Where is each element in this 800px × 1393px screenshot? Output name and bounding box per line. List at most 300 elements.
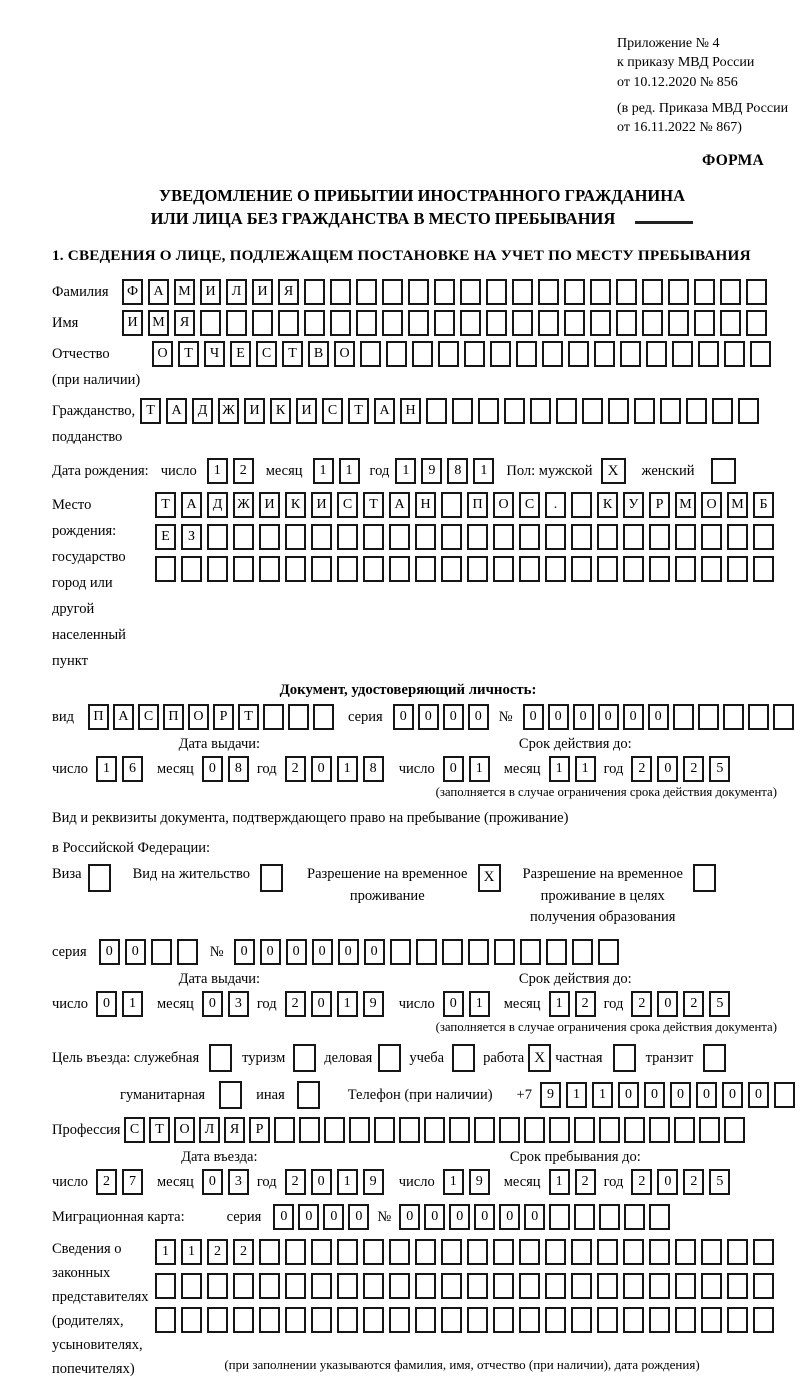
char-cell[interactable]	[686, 398, 707, 424]
char-cell[interactable]: З	[181, 524, 202, 550]
char-cell[interactable]	[564, 310, 585, 336]
char-cell[interactable]	[597, 1273, 618, 1299]
char-cell[interactable]: Т	[178, 341, 199, 367]
char-cell[interactable]: 0	[524, 1204, 545, 1230]
char-cell[interactable]	[542, 341, 563, 367]
char-cell[interactable]	[753, 524, 774, 550]
char-cell[interactable]	[616, 310, 637, 336]
char-cell[interactable]: 9	[540, 1082, 561, 1108]
char-cell[interactable]: .	[545, 492, 566, 518]
char-cell[interactable]: Я	[174, 310, 195, 336]
char-cell[interactable]: 0	[338, 939, 359, 965]
char-cell[interactable]	[649, 1307, 670, 1333]
char-cell[interactable]	[304, 310, 325, 336]
char-cell[interactable]	[299, 1117, 320, 1143]
char-cell[interactable]: 0	[311, 1169, 332, 1195]
char-cell[interactable]	[698, 341, 719, 367]
char-cell[interactable]: 9	[421, 458, 442, 484]
char-cell[interactable]: 0	[424, 1204, 445, 1230]
char-cell[interactable]: 2	[683, 991, 704, 1017]
char-cell[interactable]: 0	[573, 704, 594, 730]
char-cell[interactable]	[337, 1239, 358, 1265]
char-cell[interactable]	[623, 524, 644, 550]
purpose-work-checkbox[interactable]: X	[528, 1044, 551, 1072]
char-cell[interactable]: 0	[443, 704, 464, 730]
char-cell[interactable]	[285, 1273, 306, 1299]
char-cell[interactable]	[382, 279, 403, 305]
char-cell[interactable]	[753, 556, 774, 582]
char-cell[interactable]	[415, 1239, 436, 1265]
char-cell[interactable]: 2	[631, 1169, 652, 1195]
char-cell[interactable]	[233, 1307, 254, 1333]
char-cell[interactable]	[701, 1273, 722, 1299]
char-cell[interactable]: 0	[234, 939, 255, 965]
char-cell[interactable]	[572, 939, 593, 965]
char-cell[interactable]: 2	[96, 1169, 117, 1195]
char-cell[interactable]	[285, 524, 306, 550]
char-cell[interactable]: 0	[623, 704, 644, 730]
sex-male-checkbox[interactable]: X	[601, 458, 626, 484]
char-cell[interactable]	[304, 279, 325, 305]
char-cell[interactable]: Ж	[218, 398, 239, 424]
char-cell[interactable]: 0	[99, 939, 120, 965]
char-cell[interactable]: Т	[363, 492, 384, 518]
char-cell[interactable]: И	[296, 398, 317, 424]
char-cell[interactable]	[467, 556, 488, 582]
char-cell[interactable]: Д	[192, 398, 213, 424]
char-cell[interactable]	[750, 341, 771, 367]
char-cell[interactable]	[549, 1204, 570, 1230]
char-cell[interactable]: 5	[709, 991, 730, 1017]
char-cell[interactable]: 2	[683, 756, 704, 782]
char-cell[interactable]: 0	[202, 756, 223, 782]
char-cell[interactable]	[313, 704, 334, 730]
char-cell[interactable]	[571, 1273, 592, 1299]
char-cell[interactable]	[441, 1307, 462, 1333]
char-cell[interactable]	[434, 279, 455, 305]
char-cell[interactable]	[207, 1307, 228, 1333]
char-cell[interactable]: 8	[363, 756, 384, 782]
char-cell[interactable]: Н	[415, 492, 436, 518]
char-cell[interactable]	[649, 1273, 670, 1299]
char-cell[interactable]	[504, 398, 525, 424]
char-cell[interactable]: 0	[598, 704, 619, 730]
char-cell[interactable]: 2	[207, 1239, 228, 1265]
char-cell[interactable]	[649, 556, 670, 582]
char-cell[interactable]: А	[181, 492, 202, 518]
char-cell[interactable]	[389, 1307, 410, 1333]
char-cell[interactable]	[516, 341, 537, 367]
char-cell[interactable]: 0	[748, 1082, 769, 1108]
char-cell[interactable]	[207, 524, 228, 550]
char-cell[interactable]	[452, 398, 473, 424]
char-cell[interactable]	[493, 556, 514, 582]
char-cell[interactable]	[571, 556, 592, 582]
char-cell[interactable]	[694, 310, 715, 336]
char-cell[interactable]: 0	[311, 991, 332, 1017]
char-cell[interactable]: 0	[644, 1082, 665, 1108]
char-cell[interactable]	[608, 398, 629, 424]
purpose-other-checkbox[interactable]	[297, 1081, 320, 1109]
char-cell[interactable]	[660, 398, 681, 424]
char-cell[interactable]: 0	[523, 704, 544, 730]
char-cell[interactable]	[698, 704, 719, 730]
char-cell[interactable]	[675, 1273, 696, 1299]
char-cell[interactable]	[259, 556, 280, 582]
char-cell[interactable]	[259, 1239, 280, 1265]
char-cell[interactable]	[574, 1117, 595, 1143]
char-cell[interactable]: М	[148, 310, 169, 336]
char-cell[interactable]	[519, 1273, 540, 1299]
char-cell[interactable]: Р	[649, 492, 670, 518]
char-cell[interactable]	[545, 1307, 566, 1333]
char-cell[interactable]	[624, 1204, 645, 1230]
char-cell[interactable]: 0	[499, 1204, 520, 1230]
char-cell[interactable]: 9	[363, 1169, 384, 1195]
char-cell[interactable]: О	[188, 704, 209, 730]
char-cell[interactable]	[499, 1117, 520, 1143]
char-cell[interactable]	[349, 1117, 370, 1143]
char-cell[interactable]	[623, 1273, 644, 1299]
char-cell[interactable]	[738, 398, 759, 424]
char-cell[interactable]	[723, 704, 744, 730]
purpose-humanitarian-checkbox[interactable]	[219, 1081, 242, 1109]
char-cell[interactable]	[546, 939, 567, 965]
char-cell[interactable]: 0	[125, 939, 146, 965]
char-cell[interactable]: 0	[443, 756, 464, 782]
char-cell[interactable]: К	[285, 492, 306, 518]
char-cell[interactable]	[746, 310, 767, 336]
char-cell[interactable]	[646, 341, 667, 367]
char-cell[interactable]	[460, 310, 481, 336]
char-cell[interactable]	[474, 1117, 495, 1143]
char-cell[interactable]	[382, 310, 403, 336]
char-cell[interactable]	[155, 1307, 176, 1333]
char-cell[interactable]	[512, 279, 533, 305]
char-cell[interactable]	[597, 1239, 618, 1265]
char-cell[interactable]: 9	[363, 991, 384, 1017]
char-cell[interactable]: 1	[443, 1169, 464, 1195]
char-cell[interactable]: Т	[348, 398, 369, 424]
char-cell[interactable]	[623, 1239, 644, 1265]
char-cell[interactable]: И	[122, 310, 143, 336]
char-cell[interactable]	[673, 704, 694, 730]
char-cell[interactable]: С	[256, 341, 277, 367]
char-cell[interactable]: 0	[696, 1082, 717, 1108]
char-cell[interactable]: Я	[278, 279, 299, 305]
char-cell[interactable]	[530, 398, 551, 424]
char-cell[interactable]	[389, 524, 410, 550]
char-cell[interactable]	[597, 524, 618, 550]
char-cell[interactable]	[519, 524, 540, 550]
char-cell[interactable]	[408, 279, 429, 305]
char-cell[interactable]: 8	[447, 458, 468, 484]
char-cell[interactable]: 2	[285, 756, 306, 782]
char-cell[interactable]: 0	[722, 1082, 743, 1108]
char-cell[interactable]: 0	[399, 1204, 420, 1230]
char-cell[interactable]	[464, 341, 485, 367]
char-cell[interactable]	[668, 279, 689, 305]
char-cell[interactable]: Т	[140, 398, 161, 424]
char-cell[interactable]: К	[270, 398, 291, 424]
char-cell[interactable]	[590, 279, 611, 305]
char-cell[interactable]	[311, 1239, 332, 1265]
char-cell[interactable]	[311, 1307, 332, 1333]
char-cell[interactable]: 2	[575, 991, 596, 1017]
char-cell[interactable]: А	[389, 492, 410, 518]
char-cell[interactable]: 0	[418, 704, 439, 730]
char-cell[interactable]	[724, 341, 745, 367]
char-cell[interactable]: 1	[313, 458, 334, 484]
char-cell[interactable]: С	[337, 492, 358, 518]
residence-permit-checkbox[interactable]	[260, 864, 283, 892]
char-cell[interactable]: 0	[286, 939, 307, 965]
char-cell[interactable]	[493, 1307, 514, 1333]
char-cell[interactable]	[363, 524, 384, 550]
char-cell[interactable]	[549, 1117, 570, 1143]
char-cell[interactable]: Т	[149, 1117, 170, 1143]
char-cell[interactable]: 0	[273, 1204, 294, 1230]
char-cell[interactable]	[389, 556, 410, 582]
char-cell[interactable]: П	[88, 704, 109, 730]
char-cell[interactable]	[278, 310, 299, 336]
char-cell[interactable]	[233, 524, 254, 550]
char-cell[interactable]	[441, 1273, 462, 1299]
char-cell[interactable]	[668, 310, 689, 336]
char-cell[interactable]	[412, 341, 433, 367]
char-cell[interactable]	[493, 1273, 514, 1299]
char-cell[interactable]: Т	[238, 704, 259, 730]
char-cell[interactable]	[438, 341, 459, 367]
char-cell[interactable]: В	[308, 341, 329, 367]
char-cell[interactable]	[252, 310, 273, 336]
char-cell[interactable]	[701, 1307, 722, 1333]
char-cell[interactable]	[311, 524, 332, 550]
char-cell[interactable]	[434, 310, 455, 336]
char-cell[interactable]: 1	[549, 991, 570, 1017]
char-cell[interactable]: 0	[393, 704, 414, 730]
char-cell[interactable]	[363, 1273, 384, 1299]
char-cell[interactable]: 0	[449, 1204, 470, 1230]
char-cell[interactable]: 1	[181, 1239, 202, 1265]
char-cell[interactable]	[556, 398, 577, 424]
char-cell[interactable]: 7	[122, 1169, 143, 1195]
char-cell[interactable]: 1	[339, 458, 360, 484]
char-cell[interactable]: 0	[670, 1082, 691, 1108]
char-cell[interactable]: И	[259, 492, 280, 518]
char-cell[interactable]: 0	[323, 1204, 344, 1230]
char-cell[interactable]	[460, 279, 481, 305]
char-cell[interactable]	[363, 1307, 384, 1333]
char-cell[interactable]: О	[701, 492, 722, 518]
char-cell[interactable]: 1	[566, 1082, 587, 1108]
char-cell[interactable]	[624, 1117, 645, 1143]
temp-residence-edu-checkbox[interactable]	[693, 864, 716, 892]
char-cell[interactable]: 0	[657, 1169, 678, 1195]
char-cell[interactable]	[233, 556, 254, 582]
char-cell[interactable]	[181, 1307, 202, 1333]
char-cell[interactable]	[263, 704, 284, 730]
char-cell[interactable]: Ф	[122, 279, 143, 305]
char-cell[interactable]: Р	[213, 704, 234, 730]
char-cell[interactable]: 2	[575, 1169, 596, 1195]
char-cell[interactable]	[590, 310, 611, 336]
char-cell[interactable]	[356, 279, 377, 305]
char-cell[interactable]: Р	[249, 1117, 270, 1143]
char-cell[interactable]	[441, 1239, 462, 1265]
char-cell[interactable]	[599, 1204, 620, 1230]
char-cell[interactable]: 1	[155, 1239, 176, 1265]
char-cell[interactable]	[441, 492, 462, 518]
char-cell[interactable]	[416, 939, 437, 965]
char-cell[interactable]	[467, 524, 488, 550]
char-cell[interactable]	[424, 1117, 445, 1143]
char-cell[interactable]	[493, 1239, 514, 1265]
char-cell[interactable]	[374, 1117, 395, 1143]
char-cell[interactable]	[486, 310, 507, 336]
char-cell[interactable]	[155, 1273, 176, 1299]
char-cell[interactable]: Я	[224, 1117, 245, 1143]
char-cell[interactable]	[363, 1239, 384, 1265]
visa-checkbox[interactable]	[88, 864, 111, 892]
char-cell[interactable]	[597, 1307, 618, 1333]
char-cell[interactable]	[390, 939, 411, 965]
char-cell[interactable]	[675, 524, 696, 550]
char-cell[interactable]: 6	[122, 756, 143, 782]
char-cell[interactable]	[727, 1239, 748, 1265]
char-cell[interactable]: О	[174, 1117, 195, 1143]
char-cell[interactable]	[155, 556, 176, 582]
char-cell[interactable]: М	[174, 279, 195, 305]
char-cell[interactable]	[727, 524, 748, 550]
char-cell[interactable]	[399, 1117, 420, 1143]
char-cell[interactable]: 5	[709, 756, 730, 782]
char-cell[interactable]: Ч	[204, 341, 225, 367]
purpose-business-checkbox[interactable]	[378, 1044, 401, 1072]
char-cell[interactable]: 1	[473, 458, 494, 484]
char-cell[interactable]	[538, 279, 559, 305]
char-cell[interactable]	[571, 1307, 592, 1333]
char-cell[interactable]	[389, 1273, 410, 1299]
char-cell[interactable]: 0	[312, 939, 333, 965]
char-cell[interactable]: 0	[657, 756, 678, 782]
char-cell[interactable]	[672, 341, 693, 367]
char-cell[interactable]: 1	[469, 991, 490, 1017]
char-cell[interactable]	[259, 1273, 280, 1299]
purpose-study-checkbox[interactable]	[452, 1044, 475, 1072]
char-cell[interactable]	[389, 1239, 410, 1265]
char-cell[interactable]: И	[311, 492, 332, 518]
char-cell[interactable]: 1	[122, 991, 143, 1017]
char-cell[interactable]	[753, 1307, 774, 1333]
char-cell[interactable]	[519, 1239, 540, 1265]
char-cell[interactable]	[519, 556, 540, 582]
char-cell[interactable]: О	[334, 341, 355, 367]
char-cell[interactable]	[699, 1117, 720, 1143]
char-cell[interactable]	[512, 310, 533, 336]
char-cell[interactable]	[634, 398, 655, 424]
char-cell[interactable]: Т	[155, 492, 176, 518]
char-cell[interactable]: 0	[260, 939, 281, 965]
char-cell[interactable]	[545, 1273, 566, 1299]
char-cell[interactable]: 1	[549, 756, 570, 782]
char-cell[interactable]	[675, 556, 696, 582]
char-cell[interactable]	[356, 310, 377, 336]
char-cell[interactable]: 8	[228, 756, 249, 782]
char-cell[interactable]	[701, 524, 722, 550]
char-cell[interactable]: Д	[207, 492, 228, 518]
char-cell[interactable]	[467, 1239, 488, 1265]
char-cell[interactable]: 2	[285, 1169, 306, 1195]
char-cell[interactable]	[597, 556, 618, 582]
char-cell[interactable]: А	[148, 279, 169, 305]
char-cell[interactable]: Л	[199, 1117, 220, 1143]
char-cell[interactable]: 0	[311, 756, 332, 782]
char-cell[interactable]: 1	[337, 1169, 358, 1195]
char-cell[interactable]	[415, 556, 436, 582]
char-cell[interactable]	[233, 1273, 254, 1299]
char-cell[interactable]: 1	[549, 1169, 570, 1195]
char-cell[interactable]	[582, 398, 603, 424]
char-cell[interactable]: П	[163, 704, 184, 730]
char-cell[interactable]	[712, 398, 733, 424]
char-cell[interactable]: 1	[469, 756, 490, 782]
char-cell[interactable]: 1	[395, 458, 416, 484]
purpose-transit-checkbox[interactable]	[703, 1044, 726, 1072]
char-cell[interactable]	[467, 1273, 488, 1299]
char-cell[interactable]	[616, 279, 637, 305]
char-cell[interactable]	[545, 1239, 566, 1265]
char-cell[interactable]	[545, 524, 566, 550]
char-cell[interactable]	[337, 556, 358, 582]
char-cell[interactable]	[467, 1307, 488, 1333]
char-cell[interactable]	[285, 1239, 306, 1265]
char-cell[interactable]: 0	[648, 704, 669, 730]
char-cell[interactable]	[441, 556, 462, 582]
char-cell[interactable]	[442, 939, 463, 965]
char-cell[interactable]: 1	[207, 458, 228, 484]
char-cell[interactable]	[490, 341, 511, 367]
char-cell[interactable]	[568, 341, 589, 367]
char-cell[interactable]	[324, 1117, 345, 1143]
char-cell[interactable]: Ж	[233, 492, 254, 518]
char-cell[interactable]	[774, 1082, 795, 1108]
purpose-official-checkbox[interactable]	[209, 1044, 232, 1072]
char-cell[interactable]: 0	[96, 991, 117, 1017]
char-cell[interactable]	[181, 1273, 202, 1299]
char-cell[interactable]	[642, 310, 663, 336]
char-cell[interactable]	[753, 1239, 774, 1265]
char-cell[interactable]: 9	[469, 1169, 490, 1195]
char-cell[interactable]	[519, 1307, 540, 1333]
char-cell[interactable]	[571, 1239, 592, 1265]
char-cell[interactable]	[649, 1117, 670, 1143]
char-cell[interactable]	[449, 1117, 470, 1143]
char-cell[interactable]	[288, 704, 309, 730]
char-cell[interactable]: С	[322, 398, 343, 424]
char-cell[interactable]	[574, 1204, 595, 1230]
char-cell[interactable]	[571, 492, 592, 518]
char-cell[interactable]: 0	[202, 1169, 223, 1195]
char-cell[interactable]	[285, 556, 306, 582]
char-cell[interactable]	[727, 1273, 748, 1299]
char-cell[interactable]	[468, 939, 489, 965]
char-cell[interactable]: Л	[226, 279, 247, 305]
char-cell[interactable]	[720, 310, 741, 336]
char-cell[interactable]	[701, 1239, 722, 1265]
char-cell[interactable]: И	[244, 398, 265, 424]
char-cell[interactable]	[701, 556, 722, 582]
